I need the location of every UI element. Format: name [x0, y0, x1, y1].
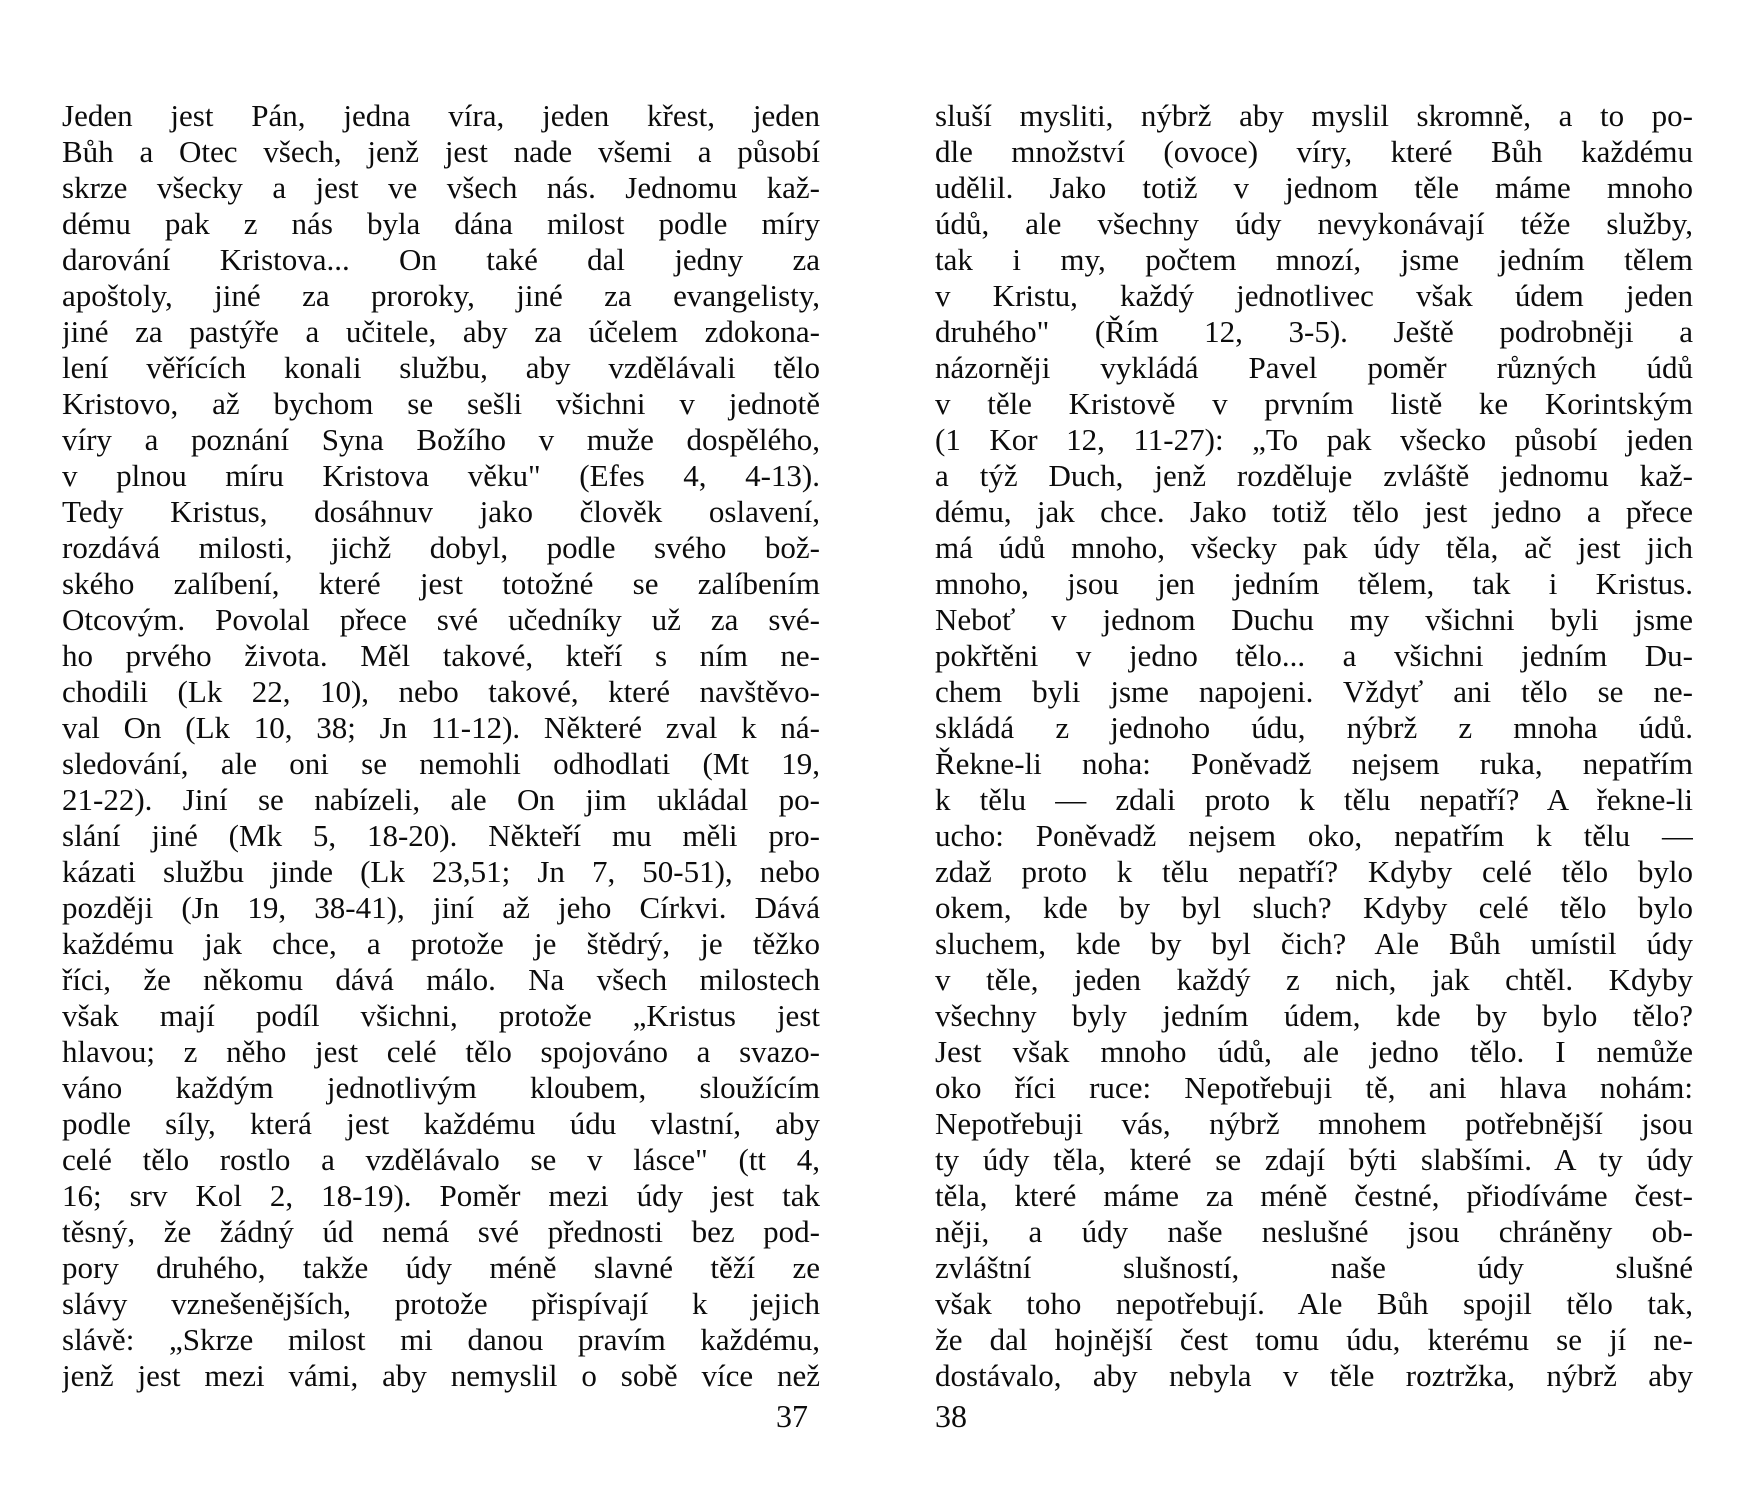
text-line: něji, a údy naše neslušné jsou chráněny ob- [935, 1214, 1693, 1249]
text-line: dostávalo, aby nebyla v těle roztržka, nýbrž aby [935, 1358, 1693, 1393]
text-line: apoštoly, jiné za proroky, jiné za evangelisty, [62, 278, 820, 313]
text-line: kázati službu jinde (Lk 23,51; Jn 7, 50-51), nebo [62, 854, 820, 889]
text-line: že dal hojnější čest tomu údu, kterému se jí ne- [935, 1322, 1693, 1357]
text-line: skrze všecky a jest ve všech nás. Jednomu kaž- [62, 170, 820, 205]
text-line: má údů mnoho, všecky pak údy těla, ač jest jich [935, 530, 1693, 565]
text-line: dému, jak chce. Jako totiž tělo jest jedno a přece [935, 494, 1693, 529]
text-line: sledování, ale oni se nemohli odhodlati (Mt 19, [62, 746, 820, 781]
text-line: dému pak z nás byla dána milost podle míry [62, 206, 820, 241]
text-line: Bůh a Otec všech, jenž jest nade všemi a působí [62, 134, 820, 169]
text-line: ského zalíbení, které jest totožné se zalíbením [62, 566, 820, 601]
text-line: každému jak chce, a protože je štědrý, je těžko [62, 926, 820, 961]
text-line: celé tělo rostlo a vzdělávalo se v lásce" (tt 4, [62, 1142, 820, 1177]
text-line: sluchem, kde by byl čich? Ale Bůh umístil údy [935, 926, 1693, 961]
text-line: Kristovo, až bychom se sešli všichni v jednotě [62, 386, 820, 421]
text-line: val On (Lk 10, 38; Jn 11-12). Některé zval k ná- [62, 710, 820, 745]
right-page-text [935, 98, 1693, 1394]
text-line: v plnou míru Kristova věku" (Efes 4, 4-13). [62, 458, 820, 493]
text-line: a týž Duch, jenž rozděluje zvláště jednomu kaž- [935, 458, 1693, 493]
text-line: pokřtěni v jedno tělo... a všichni jedním Du- [935, 638, 1693, 673]
text-line: chodili (Lk 22, 10), nebo takové, které navštěvo- [62, 674, 820, 709]
text-line: lení věřících konali službu, aby vzdělávali tělo [62, 350, 820, 385]
text-line: mnoho, jsou jen jedním tělem, tak i Kristus. [935, 566, 1693, 601]
text-line: dle množství (ovoce) víry, které Bůh každému [935, 134, 1693, 169]
text-line: později (Jn 19, 38-41), jiní až jeho Církvi. Dává [62, 890, 820, 925]
text-line: jenž jest mezi vámi, aby nemyslil o sobě více než [62, 1358, 820, 1393]
text-line: slání jiné (Mk 5, 18-20). Někteří mu měli pro- [62, 818, 820, 853]
right-page [935, 98, 1693, 1394]
text-line: Tedy Kristus, dosáhnuv jako člověk oslavení, [62, 494, 820, 529]
text-line: Nepotřebuji vás, nýbrž mnohem potřebnější jsou [935, 1106, 1693, 1141]
text-line: Neboť v jednom Duchu my všichni byli jsme [935, 602, 1693, 637]
text-line: slávy vznešenějších, protože přispívají k jejich [62, 1286, 820, 1321]
text-line: těsný, že žádný úd nemá své přednosti bez pod- [62, 1214, 820, 1249]
text-line: slávě: „Skrze milost mi danou pravím každému, [62, 1322, 820, 1357]
text-line: Jest však mnoho údů, ale jedno tělo. I nemůže [935, 1034, 1693, 1069]
text-line: okem, kde by byl sluch? Kdyby celé tělo bylo [935, 890, 1693, 925]
text-line: názorněji vykládá Pavel poměr různých údů [935, 350, 1693, 385]
text-line: ty údy těla, které se zdají býti slabšími. A ty údy [935, 1142, 1693, 1177]
text-line: oko říci ruce: Nepotřebuji tě, ani hlava nohám: [935, 1070, 1693, 1105]
text-line: Otcovým. Povolal přece své učedníky už za své- [62, 602, 820, 637]
text-line: darování Kristova... On také dal jedny za [62, 242, 820, 277]
text-line: (1 Kor 12, 11-27): „To pak všecko působí jeden [935, 422, 1693, 457]
left-page [62, 98, 820, 1394]
text-line: skládá z jednoho údu, nýbrž z mnoha údů. [935, 710, 1693, 745]
text-line: údů, ale všechny údy nevykonávají téže služby, [935, 206, 1693, 241]
text-line: hlavou; z něho jest celé tělo spojováno a svazo- [62, 1034, 820, 1069]
text-line: v Kristu, každý jednotlivec však údem jeden [935, 278, 1693, 313]
text-line: těla, které máme za méně čestné, přiodíváme čest- [935, 1178, 1693, 1213]
text-line: ho prvého života. Měl takové, kteří s ním ne- [62, 638, 820, 673]
text-line: v těle, jeden každý z nich, jak chtěl. Kdyby [935, 962, 1693, 997]
text-line: k tělu — zdali proto k tělu nepatří? A řekne-li [935, 782, 1693, 817]
text-line: podle síly, která jest každému údu vlastní, aby [62, 1106, 820, 1141]
text-line: zdaž proto k tělu nepatří? Kdyby celé tělo bylo [935, 854, 1693, 889]
text-line: tak i my, počtem mnozí, jsme jedním tělem [935, 242, 1693, 277]
text-line: sluší mysliti, nýbrž aby myslil skromně, a to po- [935, 98, 1693, 133]
text-line: Jeden jest Pán, jedna víra, jeden křest, jeden [62, 98, 820, 133]
text-line: zvláštní slušností, naše údy slušné [935, 1250, 1693, 1285]
text-line: 21-22). Jiní se nabízeli, ale On jim ukládal po- [62, 782, 820, 817]
right-page-number: 38 [935, 1398, 967, 1434]
text-line: říci, že někomu dává málo. Na všech milostech [62, 962, 820, 997]
text-line: váno každým jednotlivým kloubem, sloužícím [62, 1070, 820, 1105]
text-line: ucho: Poněvadž nejsem oko, nepatřím k tělu — [935, 818, 1693, 853]
text-line: Řekne-li noha: Poněvadž nejsem ruka, nepatřím [935, 746, 1693, 781]
left-page-number: 37 [776, 1398, 808, 1434]
text-line: druhého" (Řím 12, 3-5). Ještě podrobněji a [935, 314, 1693, 349]
text-line: 16; srv Kol 2, 18-19). Poměr mezi údy jest tak [62, 1178, 820, 1213]
left-page-text [62, 98, 820, 1394]
text-line: víry a poznání Syna Božího v muže dospělého, [62, 422, 820, 457]
text-line: však toho nepotřebují. Ale Bůh spojil tělo tak, [935, 1286, 1693, 1321]
text-line: však mají podíl všichni, protože „Kristus jest [62, 998, 820, 1033]
text-line: všechny byly jedním údem, kde by bylo tělo? [935, 998, 1693, 1033]
text-line: rozdává milosti, jichž dobyl, podle svého bož- [62, 530, 820, 565]
text-line: pory druhého, takže údy méně slavné těží ze [62, 1250, 820, 1285]
text-line: chem byli jsme napojeni. Vždyť ani tělo se ne- [935, 674, 1693, 709]
text-line: v těle Kristově v prvním listě ke Korintským [935, 386, 1693, 421]
text-line: udělil. Jako totiž v jednom těle máme mnoho [935, 170, 1693, 205]
text-line: jiné za pastýře a učitele, aby za účelem zdokona- [62, 314, 820, 349]
